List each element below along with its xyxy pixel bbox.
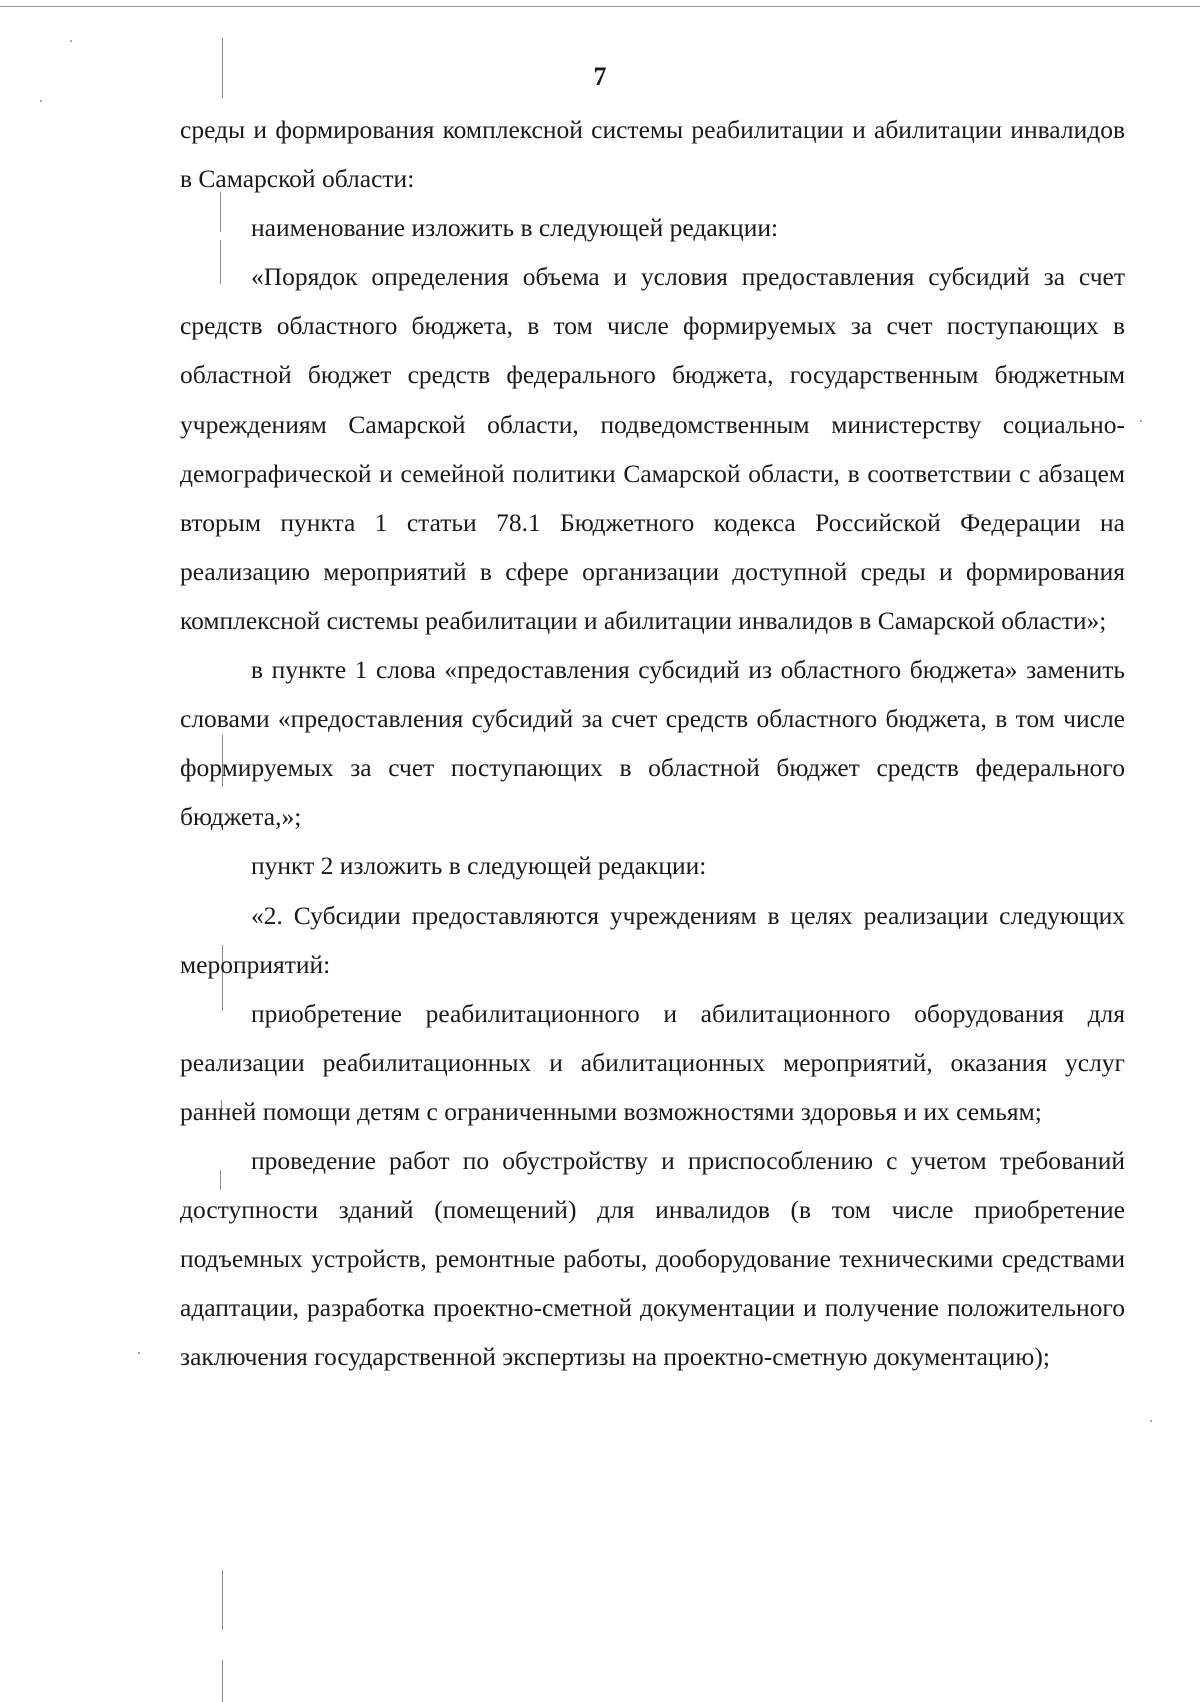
scan-edge-line <box>0 6 1200 7</box>
paragraph: наименование изложить в следующей редакции: <box>251 213 779 243</box>
scan-speck <box>70 40 72 42</box>
paragraph: пункт 2 изложить в следующей редакции: <box>251 851 707 881</box>
paragraph: среды и формирования комплексной системы реабилитации и абилитации инвалидов в Самарской области: <box>180 115 1125 194</box>
page-number: 7 <box>593 62 607 91</box>
paragraph: проведение работ по обустройству и приспособлению с учетом требований доступности зданий (помещений) для инвалидов (в том числе приобретение подъемных устройств, ремонтные работы, дооборудование техническими средствами адаптации, разработка проектно-сметной документации и получение положительного заключения государственной экспертизы на проектно-сметную документацию); <box>180 1145 1125 1372</box>
paragraph: «2. Субсидии предоставляются учреждениям в целях реализации следующих мероприятий: <box>180 900 1125 979</box>
document-body <box>180 105 1125 1381</box>
paragraph: «Порядок определения объема и условия предоставления субсидий за счет средств областного бюджета, в том числе формируемых за счет поступающих в областной бюджет средств федерального бюджета, государственным бюджетным учреждениям Самарской области, подведомственным министерству социально-демографической и семейной политики Самарской области, в соответствии с абзацем вторым пункта 1 статьи 78.1 Бюджетного кодекса Российской Федерации на реализацию мероприятий в сфере организации доступной среды и формирования комплексной системы реабилитации и абилитации инвалидов в Самарской области»; <box>180 262 1125 635</box>
paragraph: в пункте 1 слова «предоставления субсидий из областного бюджета» заменить словами «предоставления субсидий за счет средств областного бюджета, в том числе формируемых за счет поступающих в областной бюджет средств федерального бюджета,»; <box>180 655 1125 832</box>
scan-speck <box>40 100 42 102</box>
scan-speck <box>1140 420 1142 422</box>
scan-speck <box>138 1352 140 1354</box>
margin-mark <box>222 1570 223 1630</box>
margin-mark <box>222 1660 223 1702</box>
paragraph: приобретение реабилитационного и абилитационного оборудования для реализации реабилитационных и абилитационных мероприятий, оказания услуг ранней помощи детям с ограниченными возможностями здоровья и их семьям; <box>180 998 1125 1126</box>
scan-speck <box>1150 1420 1152 1422</box>
